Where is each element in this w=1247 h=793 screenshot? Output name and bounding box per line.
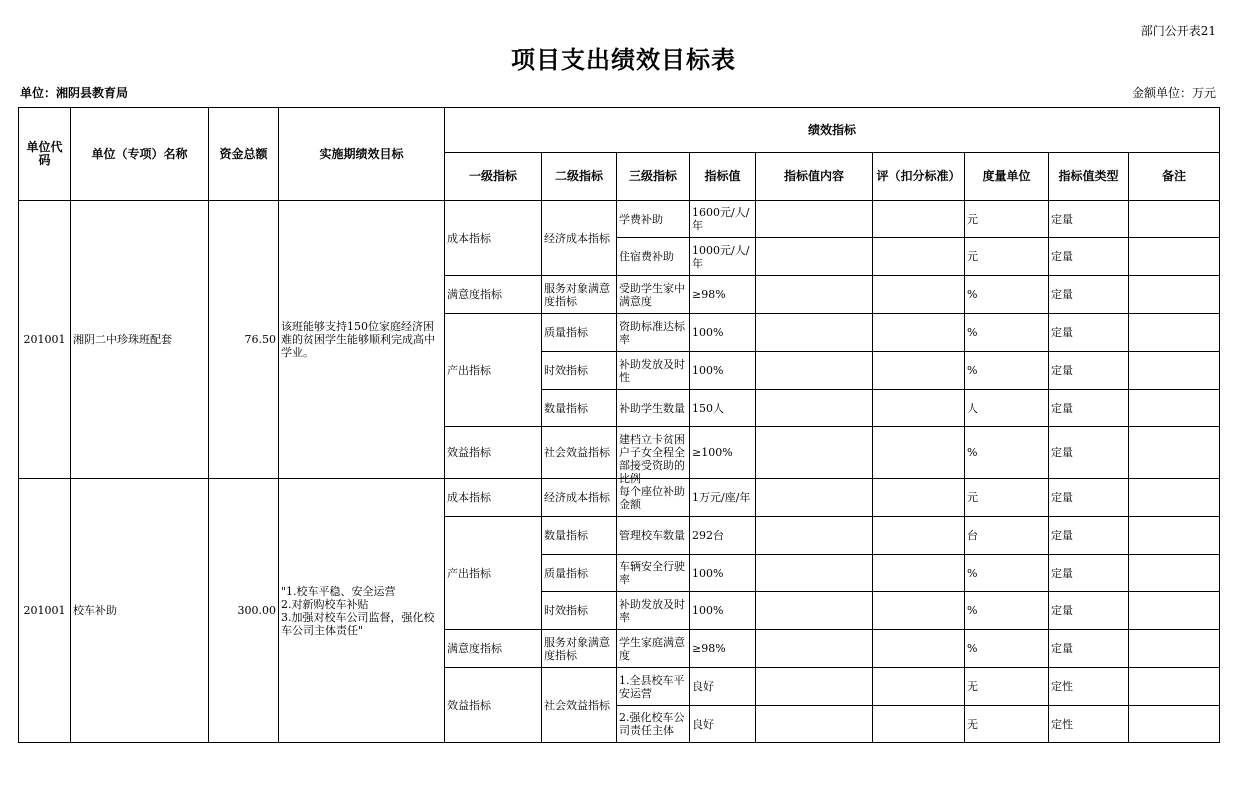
measure-unit-cell: % xyxy=(965,427,1049,479)
level1-cell: 成本指标 xyxy=(445,201,542,276)
col-unit-name: 单位（专项）名称 xyxy=(71,108,209,201)
level1-cell: 成本指标 xyxy=(445,479,542,517)
unit-name-cell: 校车补助 xyxy=(71,479,209,743)
col-goal: 实施期绩效目标 xyxy=(279,108,445,201)
level3-cell xyxy=(617,427,690,485)
measure-unit-cell: 无 xyxy=(965,668,1049,706)
measure-unit-cell: 台 xyxy=(965,517,1049,555)
level3-cell-text: 资助标准达标率 xyxy=(619,319,685,346)
content-cell xyxy=(756,390,873,427)
scoring-cell xyxy=(873,276,965,314)
page-title: 项目支出绩效目标表 xyxy=(511,46,736,74)
level2-cell: 质量指标 xyxy=(542,314,617,352)
value-cell xyxy=(690,201,756,238)
measure-unit-cell: % xyxy=(965,555,1049,592)
measure-unit-cell: 无 xyxy=(965,706,1049,743)
level3-cell-text: 每个座位补助金额 xyxy=(619,484,685,511)
scoring-cell xyxy=(873,630,965,668)
value-cell xyxy=(690,352,756,390)
value-cell xyxy=(690,427,756,479)
measure-unit-cell: % xyxy=(965,630,1049,668)
level1-cell: 效益指标 xyxy=(445,668,542,743)
remark-cell xyxy=(1129,276,1220,314)
value-cell xyxy=(690,479,756,517)
col-unit-code: 单位代码 xyxy=(19,108,71,201)
content-cell xyxy=(756,706,873,743)
level3-cell-text: 车辆安全行驶率 xyxy=(619,560,685,586)
scoring-cell xyxy=(873,427,965,479)
value-cell-text: 1000元/人/年 xyxy=(692,243,750,270)
goal-cell: "1.校车平稳、安全运营 2.对新购校车补贴 3.加强对校车公司监督，强化校车公司主体责任" xyxy=(279,479,445,743)
level3-cell xyxy=(617,201,690,238)
col-content: 指标值内容 xyxy=(756,153,873,201)
value-cell xyxy=(690,668,756,706)
remark-cell xyxy=(1129,555,1220,592)
scoring-cell xyxy=(873,517,965,555)
level3-cell-text: 1.全县校车平安运营 xyxy=(619,673,685,700)
level1-cell: 产出指标 xyxy=(445,314,542,427)
value-type-cell: 定量 xyxy=(1049,592,1129,630)
table-row xyxy=(19,201,1220,238)
level2-cell: 时效指标 xyxy=(542,592,617,630)
value-cell-text: 良好 xyxy=(692,680,714,693)
level2-cell: 数量指标 xyxy=(542,390,617,427)
performance-table xyxy=(18,107,1220,743)
remark-cell xyxy=(1129,390,1220,427)
remark-cell xyxy=(1129,238,1220,276)
level3-cell xyxy=(617,352,690,390)
value-cell xyxy=(690,238,756,276)
level3-cell-text: 学费补助 xyxy=(619,212,663,226)
level2-cell: 数量指标 xyxy=(542,517,617,555)
level3-cell xyxy=(617,479,690,517)
value-cell-text: ≥98% xyxy=(692,288,726,301)
content-cell xyxy=(756,427,873,479)
value-type-cell: 定量 xyxy=(1049,479,1129,517)
value-type-cell: 定量 xyxy=(1049,276,1129,314)
measure-unit-cell: % xyxy=(965,592,1049,630)
level3-cell xyxy=(617,555,690,592)
col-level1: 一级指标 xyxy=(445,153,542,201)
remark-cell xyxy=(1129,427,1220,479)
table-body xyxy=(19,201,1220,743)
value-type-cell: 定性 xyxy=(1049,668,1129,706)
level3-cell xyxy=(617,592,690,630)
level3-cell xyxy=(617,517,690,555)
remark-cell xyxy=(1129,706,1220,743)
content-cell xyxy=(756,592,873,630)
value-type-cell: 定量 xyxy=(1049,314,1129,352)
value-type-cell: 定量 xyxy=(1049,427,1129,479)
remark-cell xyxy=(1129,517,1220,555)
scoring-cell xyxy=(873,479,965,517)
measure-unit-cell: % xyxy=(965,352,1049,390)
level1-cell: 满意度指标 xyxy=(445,630,542,668)
value-cell-text: 1万元/座/年 xyxy=(692,491,751,504)
level2-cell: 服务对象满意度指标 xyxy=(542,276,617,314)
content-cell xyxy=(756,517,873,555)
level1-cell: 满意度指标 xyxy=(445,276,542,314)
remark-cell xyxy=(1129,592,1220,630)
value-cell xyxy=(690,555,756,592)
value-cell xyxy=(690,276,756,314)
value-type-cell: 定量 xyxy=(1049,555,1129,592)
value-cell xyxy=(690,314,756,352)
level3-cell xyxy=(617,630,690,668)
col-perf-group: 绩效指标 xyxy=(445,108,1220,153)
value-cell xyxy=(690,630,756,668)
level3-cell-text: 管理校车数量 xyxy=(619,529,685,542)
header-row-1 xyxy=(19,108,1220,153)
value-cell xyxy=(690,592,756,630)
level3-cell xyxy=(617,668,690,706)
amount-unit-label: 金额单位：万元 xyxy=(1131,86,1216,100)
value-type-cell: 定量 xyxy=(1049,201,1129,238)
value-cell-text: 150人 xyxy=(692,401,724,415)
scoring-cell xyxy=(873,555,965,592)
level3-cell xyxy=(617,238,690,276)
table-number: 部门公开表21 xyxy=(1140,24,1216,38)
level2-cell: 经济成本指标 xyxy=(542,201,617,276)
level3-cell-text: 2.强化校车公司责任主体 xyxy=(619,711,685,737)
scoring-cell xyxy=(873,238,965,276)
remark-cell xyxy=(1129,201,1220,238)
value-cell-text: ≥100% xyxy=(692,446,733,459)
level3-cell xyxy=(617,706,690,743)
value-cell-text: 良好 xyxy=(692,717,714,731)
value-cell-text: 100% xyxy=(692,326,724,339)
content-cell xyxy=(756,555,873,592)
value-cell xyxy=(690,517,756,555)
level3-cell xyxy=(617,314,690,352)
value-type-cell: 定性 xyxy=(1049,706,1129,743)
measure-unit-cell: 元 xyxy=(965,201,1049,238)
value-type-cell: 定量 xyxy=(1049,352,1129,390)
value-cell-text: ≥98% xyxy=(692,642,726,655)
value-cell-text: 292台 xyxy=(692,529,724,542)
value-cell-text: 100% xyxy=(692,604,724,617)
value-cell xyxy=(690,390,756,427)
col-total-funds: 资金总额 xyxy=(209,108,279,201)
level3-cell-text: 补助发放及时率 xyxy=(619,597,685,624)
level3-cell-text: 受助学生家中满意度 xyxy=(619,281,685,308)
scoring-cell xyxy=(873,592,965,630)
measure-unit-cell: 元 xyxy=(965,479,1049,517)
content-cell xyxy=(756,201,873,238)
goal-cell: 该班能够支持150位家庭经济困难的贫困学生能够顺利完成高中学业。 xyxy=(279,201,445,479)
value-cell-text: 100% xyxy=(692,364,724,377)
level2-cell: 服务对象满意度指标 xyxy=(542,630,617,668)
table-row xyxy=(19,479,1220,517)
unit-name-cell: 湘阴二中珍珠班配套 xyxy=(71,201,209,479)
amount-cell: 300.00 xyxy=(209,479,279,743)
level2-cell: 经济成本指标 xyxy=(542,479,617,517)
level2-cell: 社会效益指标 xyxy=(542,668,617,743)
scoring-cell xyxy=(873,314,965,352)
level3-cell-text: 住宿费补助 xyxy=(619,250,674,263)
value-type-cell: 定量 xyxy=(1049,630,1129,668)
content-cell xyxy=(756,479,873,517)
unit-code-cell: 201001 xyxy=(19,479,71,743)
unit-label: 单位：湘阴县教育局 xyxy=(20,86,129,100)
scoring-cell xyxy=(873,201,965,238)
level3-cell xyxy=(617,390,690,427)
measure-unit-cell: 元 xyxy=(965,238,1049,276)
col-scoring: 评（扣分标准） xyxy=(873,153,965,201)
level2-cell: 质量指标 xyxy=(542,555,617,592)
level1-cell: 产出指标 xyxy=(445,517,542,630)
value-cell-text: 1600元/人/年 xyxy=(692,206,750,232)
content-cell xyxy=(756,238,873,276)
remark-cell xyxy=(1129,479,1220,517)
col-level2: 二级指标 xyxy=(542,153,617,201)
col-value-type: 指标值类型 xyxy=(1049,153,1129,201)
col-measure-unit: 度量单位 xyxy=(965,153,1049,201)
col-remark: 备注 xyxy=(1129,153,1220,201)
level3-cell-text: 学生家庭满意度 xyxy=(619,635,685,662)
col-value: 指标值 xyxy=(690,153,756,201)
level2-cell: 社会效益指标 xyxy=(542,427,617,479)
level1-cell: 效益指标 xyxy=(445,427,542,479)
measure-unit-cell: % xyxy=(965,276,1049,314)
level3-cell xyxy=(617,276,690,314)
level3-cell-text: 补助发放及时性 xyxy=(619,357,685,384)
level3-cell-text: 建档立卡贫困户子女全程全部接受资助的比例 xyxy=(619,433,685,485)
scoring-cell xyxy=(873,390,965,427)
content-cell xyxy=(756,314,873,352)
value-cell-text: 100% xyxy=(692,566,724,580)
scoring-cell xyxy=(873,352,965,390)
remark-cell xyxy=(1129,314,1220,352)
value-type-cell: 定量 xyxy=(1049,517,1129,555)
remark-cell xyxy=(1129,352,1220,390)
amount-cell: 76.50 xyxy=(209,201,279,479)
scoring-cell xyxy=(873,668,965,706)
level2-cell: 时效指标 xyxy=(542,352,617,390)
level3-cell-text: 补助学生数量 xyxy=(619,401,685,415)
measure-unit-cell: 人 xyxy=(965,390,1049,427)
col-level3: 三级指标 xyxy=(617,153,690,201)
measure-unit-cell: % xyxy=(965,314,1049,352)
content-cell xyxy=(756,276,873,314)
content-cell xyxy=(756,630,873,668)
value-cell xyxy=(690,706,756,743)
scoring-cell xyxy=(873,706,965,743)
content-cell xyxy=(756,352,873,390)
value-type-cell: 定量 xyxy=(1049,390,1129,427)
remark-cell xyxy=(1129,668,1220,706)
value-type-cell: 定量 xyxy=(1049,238,1129,276)
remark-cell xyxy=(1129,630,1220,668)
unit-code-cell: 201001 xyxy=(19,201,71,479)
content-cell xyxy=(756,668,873,706)
